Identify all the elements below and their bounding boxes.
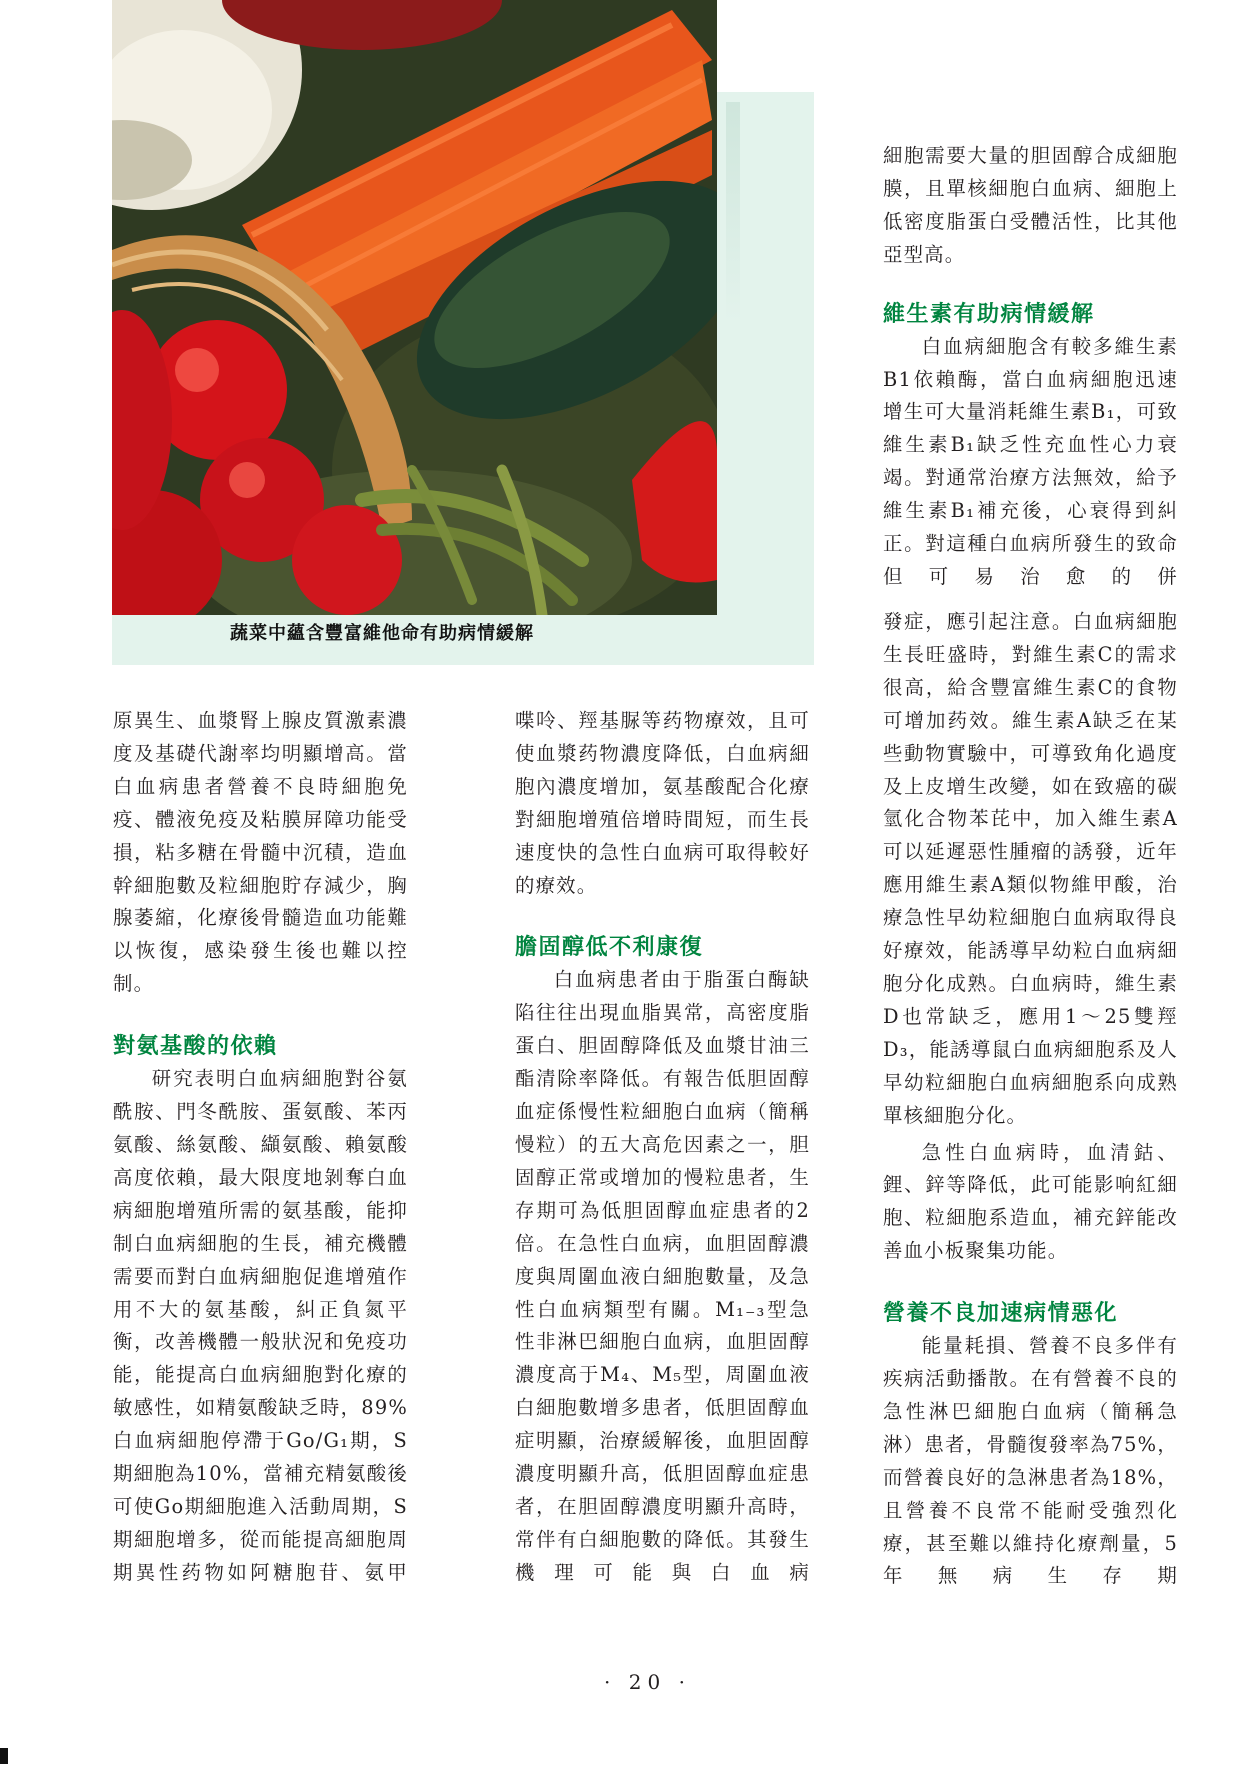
vegetables-photo	[112, 0, 717, 615]
paragraph: 白血病細胞含有較多維生素B1依賴酶，當白血病細胞迅速增生可大量消耗維生素B₁，可致維生素B₁缺乏性充血性心力衰竭。對通常治療方法無效，給予維生素B₁補充後，心衰得到糾正。對這種白血病所發生的致命但可易治愈的併	[883, 334, 1178, 588]
page-number: · 20 ·	[604, 1670, 691, 1694]
column-3-top	[883, 140, 1178, 594]
section-heading: 維生素有助病情緩解	[883, 301, 1095, 327]
paragraph: 喋呤、羥基脲等药物療效，且可使血漿药物濃度降低，白血病細胞內濃度增加，氨基酸配合化療對細胞增殖倍增時間短，而生長速度快的急性白血病可取得較好的療效。	[515, 709, 810, 897]
vegetables-illustration	[112, 0, 717, 615]
paragraph: 發症，應引起注意。白血病細胞生長旺盛時，對維生素C的需求很高，給含豐富維生素C的食物可增加药效。維生素A缺乏在某些動物實驗中，可導致角化過度及上皮增生改變，如在致癌的碳氫化合物苯芘中，加入維生素A可以延遲惡性腫瘤的誘發，近年應用維生素A類似物維甲酸，治療急性早幼粒細胞白血病取得良好療效，能誘導早幼粒白血病細胞分化成熟。白血病時，維生素D也常缺乏，應用1～25雙羥D₃，能誘導鼠白血病細胞系及人早幼粒細胞白血病細胞系向成熟單核細胞分化。	[883, 610, 1178, 1127]
scan-edge-mark	[0, 1748, 8, 1764]
paragraph: 研究表明白血病細胞對谷氨酰胺、門冬酰胺、蛋氨酸、苯丙氨酸、絲氨酸、纈氨酸、賴氨酸高度依賴，最大限度地剝奪白血病細胞增殖所需的氨基酸，能抑制白血病細胞的生長，補充機體需要而對白血病細胞促進增殖作用不大的氨基酸，糾正負氮平衡，改善機體一般狀況和免疫功能，能提高白血病細胞對化療的敏感性，如精氨酸缺乏時，89%白血病細胞停滯于Go/G₁期，S期細胞為10%，當補充精氨酸後可使Go期細胞進入活動周期，S期細胞增多，從而能提高細胞周期異性药物如阿糖胞苷、氨甲	[113, 1067, 408, 1584]
paragraph: 能量耗損、營養不良多伴有疾病活動播散。在有營養不良的急性淋巴細胞白血病（簡稱急淋）患者，骨髓復發率為75%，而營養良好的急淋患者為18%，且營養不良常不能耐受強烈化療，甚至難以維持化療劑量，5年無病生存期	[883, 1334, 1178, 1588]
paragraph: 急性白血病時，血清鈷、鋰、鋅等降低，此可能影响紅細胞、粒細胞系造血，補充鋅能改善血小板聚集功能。	[883, 1140, 1178, 1263]
bleed-through-text	[726, 102, 740, 322]
photo-background-panel	[712, 92, 814, 665]
column-2	[515, 705, 810, 1590]
paragraph: 白血病患者由于脂蛋白酶缺陷往往出現血脂異常，高密度脂蛋白、胆固醇降低及血漿甘油三酯清除率降低。有報告低胆固醇血症係慢性粒細胞白血病（簡稱慢粒）的五大高危因素之一，胆固醇正常或增加的慢粒患者，生存期可為低胆固醇血症患者的2倍。在急性白血病，血胆固醇濃度與周圍血液白細胞數量，及急性白血病類型有關。M₁₋₃型急性非淋巴細胞白血病，血胆固醇濃度高于M₄、M₅型，周圍血液白細胞數增多患者，低胆固醇血症明顯，治療緩解後，血胆固醇濃度明顯升高，低胆固醇血症患者，在胆固醇濃度明顯升高時，常伴有白細胞數的降低。其發生機理可能與白血病	[515, 968, 810, 1584]
column-1	[113, 705, 408, 1590]
section-heading: 膽固醇低不利康復	[515, 935, 704, 961]
column-3-bottom	[883, 606, 1178, 1593]
section-heading: 對氨基酸的依賴	[113, 1034, 278, 1060]
photo-caption: 蔬菜中蘊含豐富維他命有助病情緩解	[230, 623, 534, 644]
paragraph: 原異生、血漿腎上腺皮質激素濃度及基礎代謝率均明顯增高。當白血病患者營養不良時細胞免疫、體液免疫及粘膜屏障功能受損，粘多糖在骨髓中沉積，造血幹細胞數及粒細胞貯存減少，胸腺萎縮，化療後骨髓造血功能難以恢復，感染發生後也難以控制。	[113, 709, 408, 996]
section-heading: 營養不良加速病情惡化	[883, 1301, 1119, 1327]
paragraph: 細胞需要大量的胆固醇合成細胞膜，且單核細胞白血病、細胞上低密度脂蛋白受體活性，比其他亞型高。	[883, 144, 1178, 266]
